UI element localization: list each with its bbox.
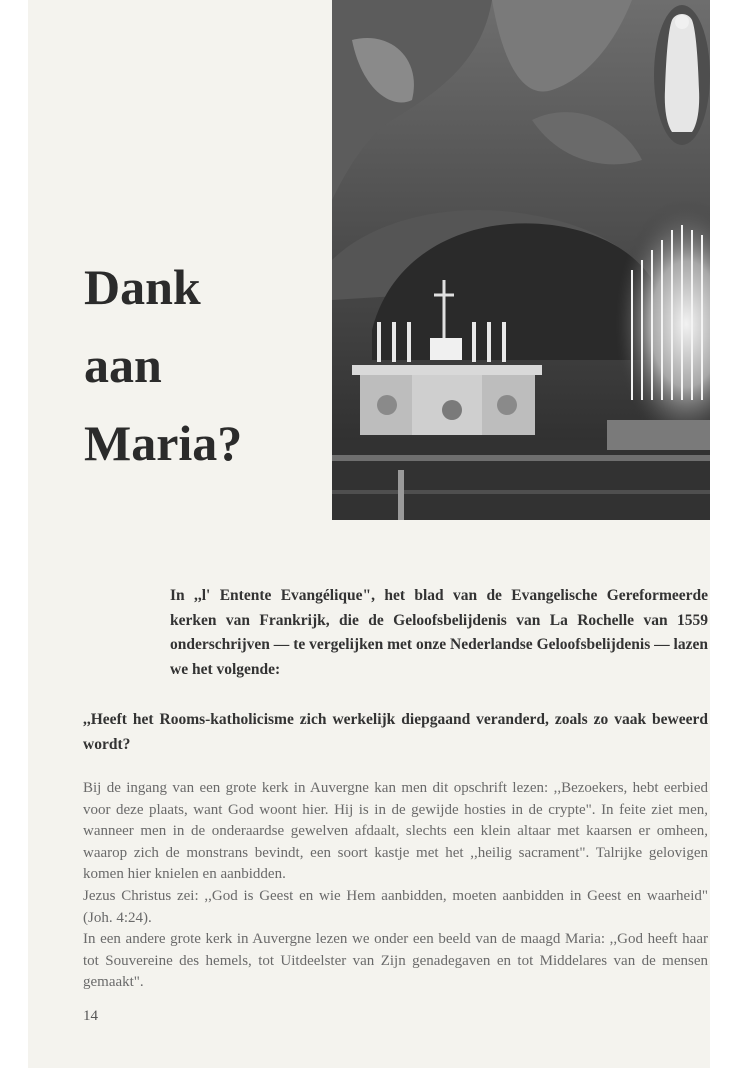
title-line-1: Dank — [84, 259, 201, 315]
page-number: 14 — [83, 1008, 98, 1024]
page — [28, 0, 710, 1068]
intro-paragraph: In ,,l' Entente Evangélique", het blad van de Evangelische Gereformeerde kerken van Frankrijk, die de Geloofsbelijdenis van La Rochelle van 1559 onderschrijven — te vergelijken met onze Nederlandse Geloofsbelijdenis — lazen we het volgende: — [170, 587, 708, 678]
title-line-3: Maria? — [84, 415, 243, 471]
grotto-photo — [332, 0, 710, 520]
body-paragraph: Jezus Christus zei: ,,God is Geest en wie Hem aanbidden, moeten aanbidden in Geest en waarheid" (Joh. 4:24). — [83, 887, 708, 926]
grotto-photo-icon — [332, 0, 710, 520]
quote-question: ,,Heeft het Rooms-katholicisme zich werkelijk diepgaand veranderd, zoals zo vaak beweerd wordt? — [83, 711, 708, 753]
body-paragraph: Bij de ingang van een grote kerk in Auvergne kan men dit opschrift lezen: ,,Bezoekers, hebt eerbied voor deze plaats, want God woont hier. Hij is in de gewijde hosties in de crypte". In feite ziet men, wanneer men in de onderaardse gewelven afdaalt, slechts een klein altaar met kaarsen er omheen, waarop zich de monstrans bevindt, een soort kastje met het ,,heilig sacrament". Talrijke gelovigen komen hier knielen en aanbidden. — [83, 780, 708, 883]
article-title — [84, 248, 324, 482]
body-paragraph: In een andere grote kerk in Auvergne lezen we onder een beeld van de maagd Maria: ,,God heeft haar tot Souvereine des hemels, tot Uitdeelster van Zijn genadegaven en tot Middelares van de mensen gemaakt". — [83, 931, 708, 991]
body-text — [83, 778, 708, 994]
title-line-2: aan — [84, 337, 162, 393]
